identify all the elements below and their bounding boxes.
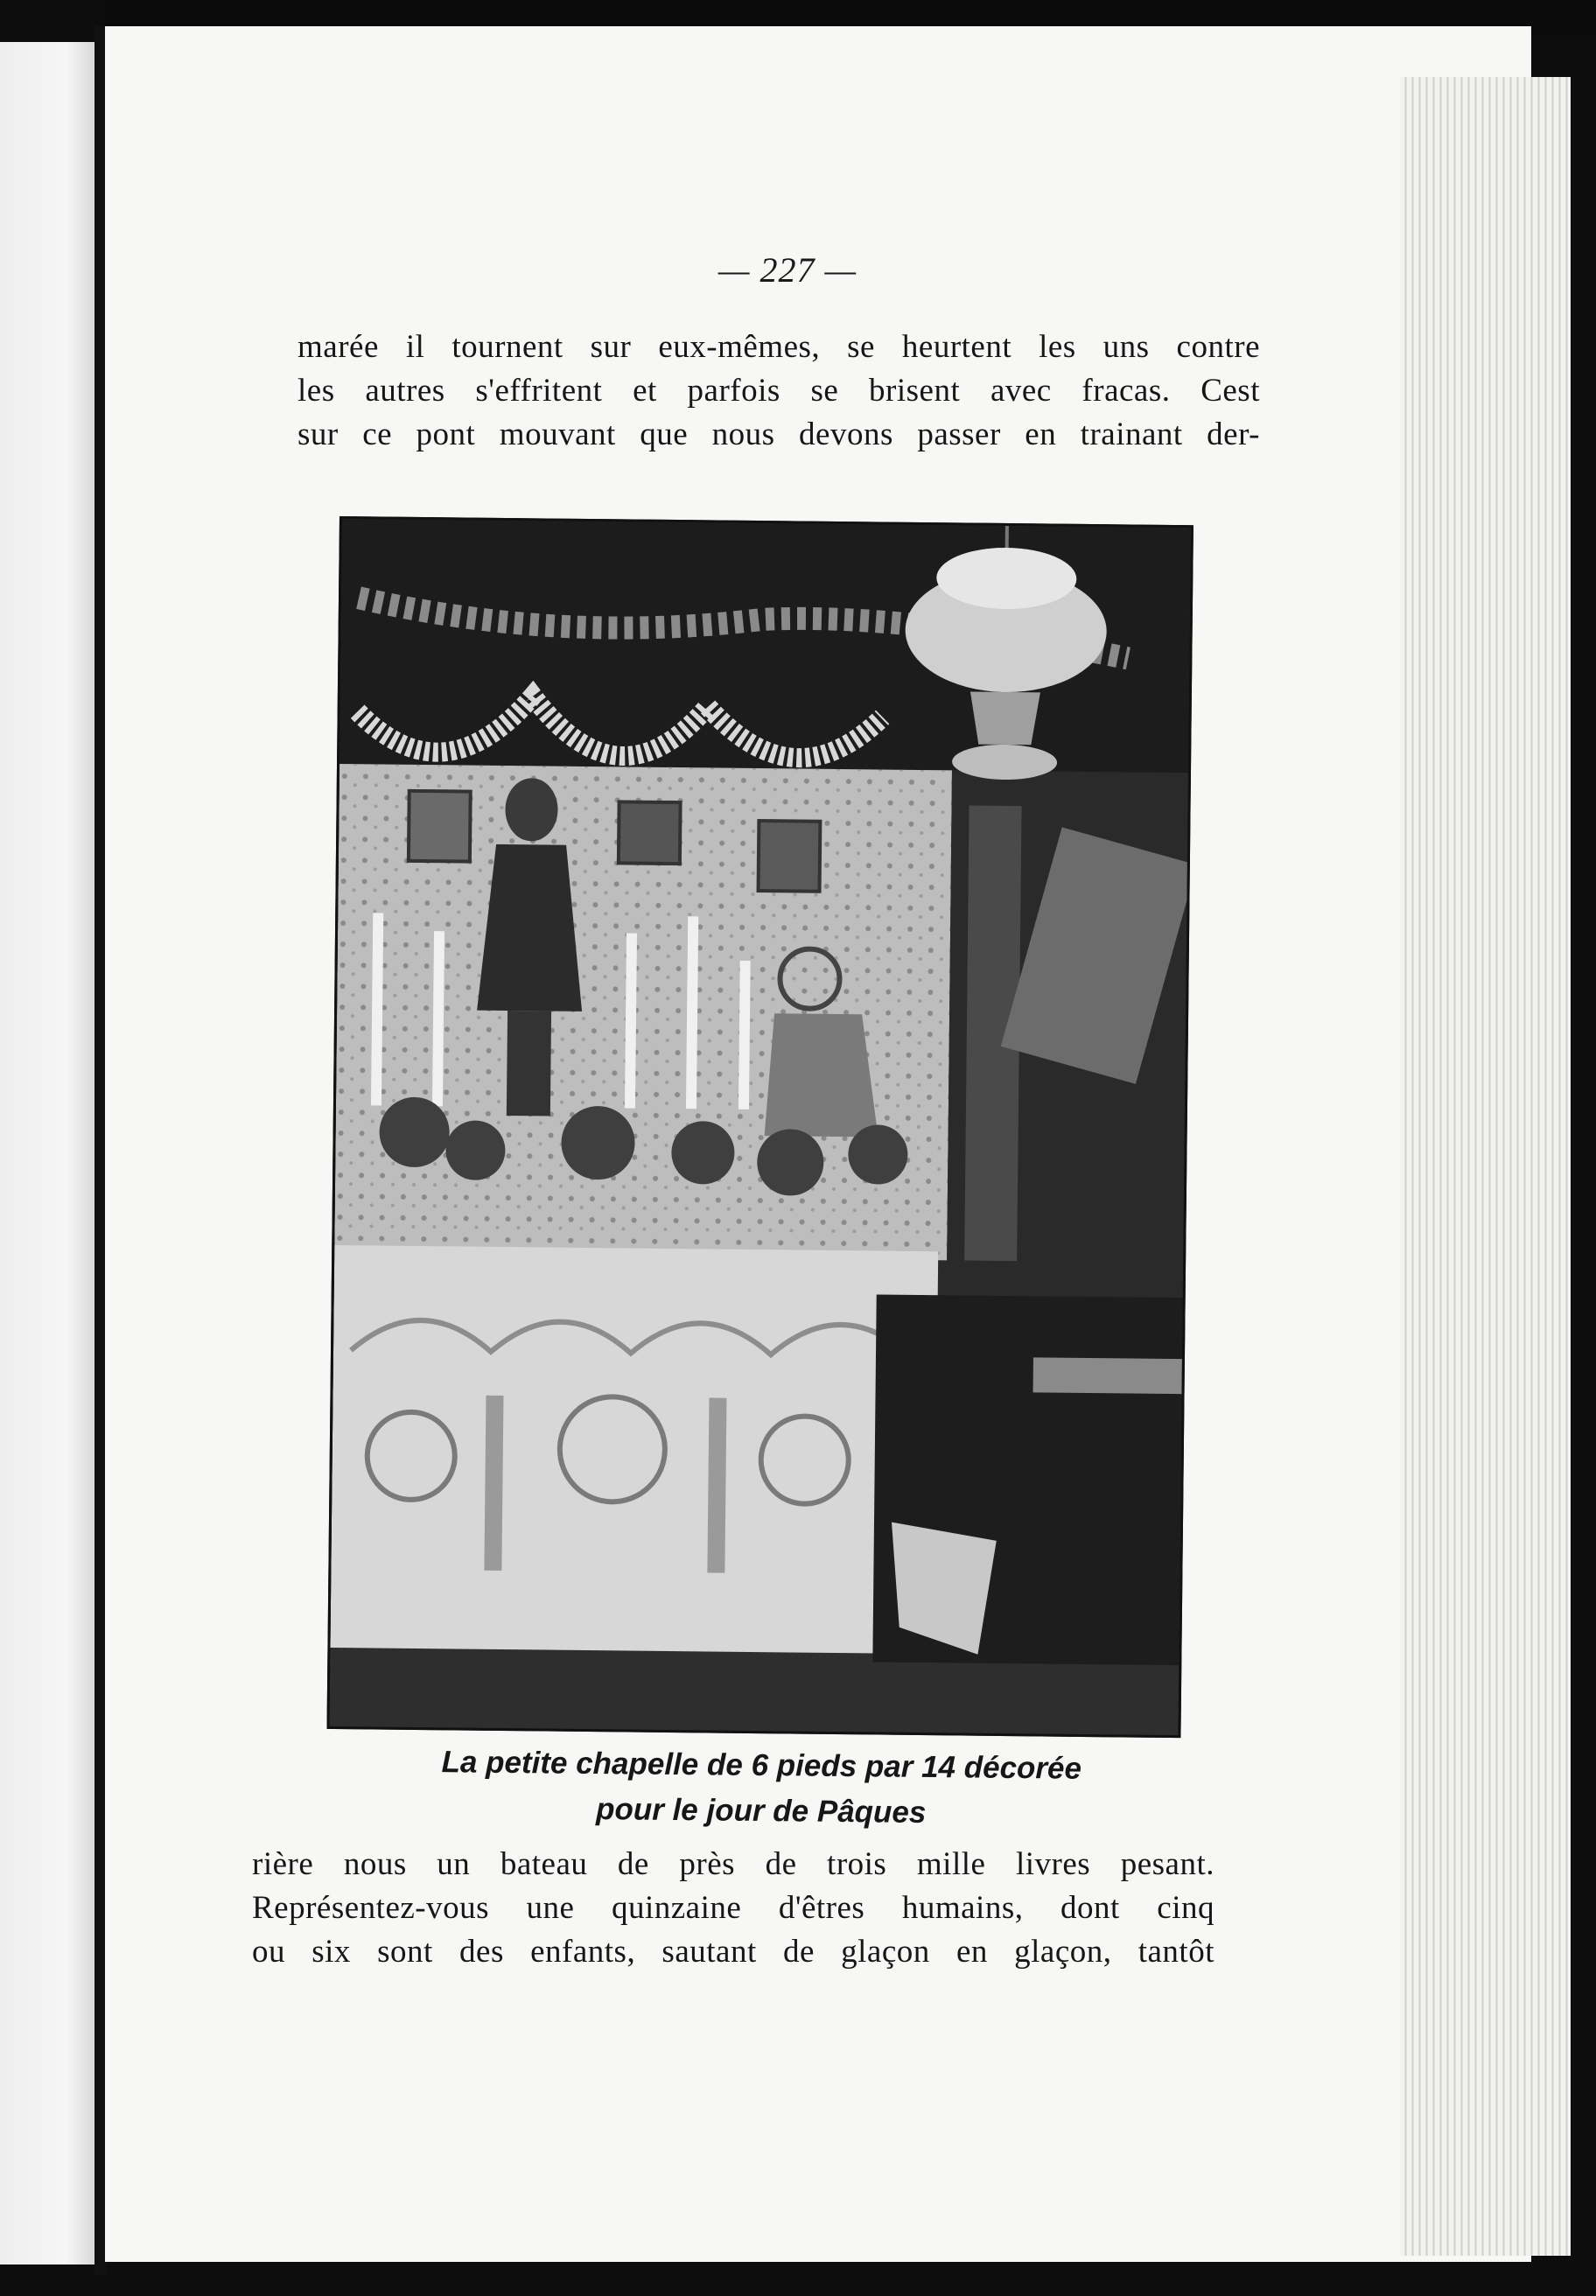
text-line: ou six sont des enfants, sautant de glaçon en glaçon, tantôt (252, 1934, 1214, 1970)
page-number: — 227 — (718, 250, 858, 290)
paragraph-bottom (252, 1843, 1214, 1974)
text-line: sur ce pont mouvant que nous devons passer en trainant der- (298, 416, 1260, 452)
text-line: marée il tournent sur eux-mêmes, se heurtent les uns contre (298, 329, 1260, 365)
chapel-photograph (326, 516, 1193, 1738)
paragraph-top (298, 326, 1260, 457)
stacked-page-edges (1400, 77, 1571, 2256)
caption-line-2: pour le jour de Pâques (595, 1792, 927, 1830)
text-line: rière nous un bateau de près de trois mille livres pesant. (252, 1846, 1214, 1882)
text-line: les autres s'effritent et parfois se brisent avec fracas. Cest (298, 373, 1260, 409)
caption-line-1: La petite chapelle de 6 pieds par 14 décorée (441, 1745, 1082, 1786)
chapel-photo-illustration (330, 519, 1191, 1735)
figure-caption (367, 1739, 1155, 1838)
adjacent-page-edge (0, 42, 94, 2264)
text-line: Représentez-vous une quinzaine d'êtres humains, dont cinq (252, 1890, 1214, 1926)
